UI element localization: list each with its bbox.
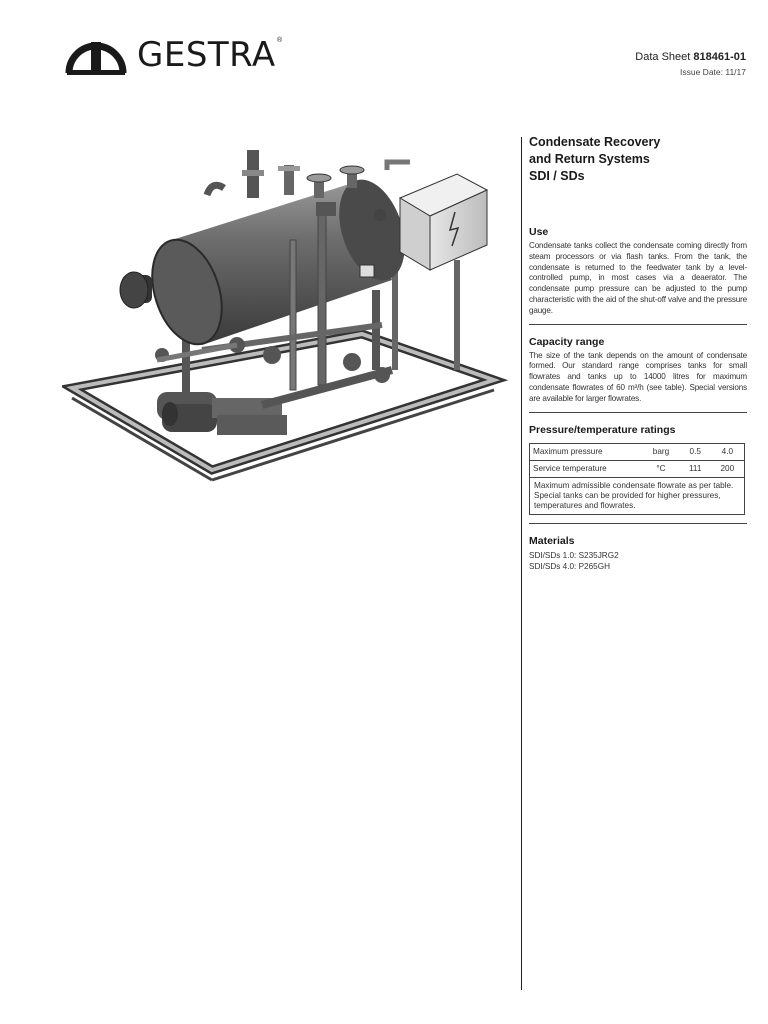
registered-mark: ® <box>277 37 283 44</box>
title-line-1: Condensate Recovery <box>529 135 661 149</box>
table-row <box>530 460 745 477</box>
capacity-heading: Capacity range <box>529 335 605 348</box>
ratings-table <box>529 443 745 515</box>
column-divider <box>521 137 522 990</box>
row-value-2: 200 <box>711 460 745 477</box>
issue-date: Issue Date: 11/17 <box>680 67 746 77</box>
condensate-tank-illustration <box>62 130 512 490</box>
row-label: Service temperature <box>530 460 643 477</box>
table-note: Maximum admissible condensate flowrate as per table. Special tanks can be provided for higher pressures, temperatures and flowrates. <box>530 477 745 514</box>
ratings-heading: Pressure/temperature ratings <box>529 423 676 436</box>
row-unit: barg <box>642 443 680 460</box>
data-sheet-number: 818461-01 <box>693 51 746 63</box>
document-title <box>529 134 747 185</box>
row-unit: °C <box>642 460 680 477</box>
material-line: SDI/SDs 1.0: S235JRG2 <box>529 550 619 560</box>
data-sheet-label: Data Sheet <box>635 51 691 63</box>
materials-list <box>529 550 747 572</box>
row-value-1: 0.5 <box>680 443 711 460</box>
material-line: SDI/SDs 4.0: P265GH <box>529 561 610 571</box>
capacity-text: The size of the tank depends on the amount of condensate formed. Our standard range comprises tanks for small flowrates and tanks up to 14000 litres for maximum condensate flowrates of 60 m³/h (see table). Special versions are available for larger flowrates. <box>529 351 747 413</box>
row-value-1: 111 <box>680 460 711 477</box>
use-text: Condensate tanks collect the condensate coming directly from steam processors or via flash tanks. From the tank, the condensate is returned to the feedwater tank by a level-controlled pump, in most cases via a deaerator. The condensate pump pressure can be adjusted to the pump characteristic with the aid of the shut-off valve and the pressure gauge. <box>529 241 747 325</box>
title-line-2: and Return Systems <box>529 152 650 166</box>
row-value-2: 4.0 <box>711 443 745 460</box>
data-sheet-line <box>635 50 746 64</box>
table-note-row <box>530 477 745 514</box>
document-header <box>635 50 746 78</box>
section-rule <box>529 523 747 524</box>
table-row <box>530 443 745 460</box>
product-illustration <box>62 130 512 490</box>
title-line-3: SDI / SDs <box>529 169 585 183</box>
use-heading: Use <box>529 226 549 238</box>
materials-heading: Materials <box>529 534 575 547</box>
row-label: Maximum pressure <box>530 443 643 460</box>
gestra-logo <box>65 33 285 79</box>
logo-wordmark: GESTRA <box>137 35 276 75</box>
spec-column <box>529 134 747 572</box>
gestra-logo-icon <box>65 33 127 77</box>
